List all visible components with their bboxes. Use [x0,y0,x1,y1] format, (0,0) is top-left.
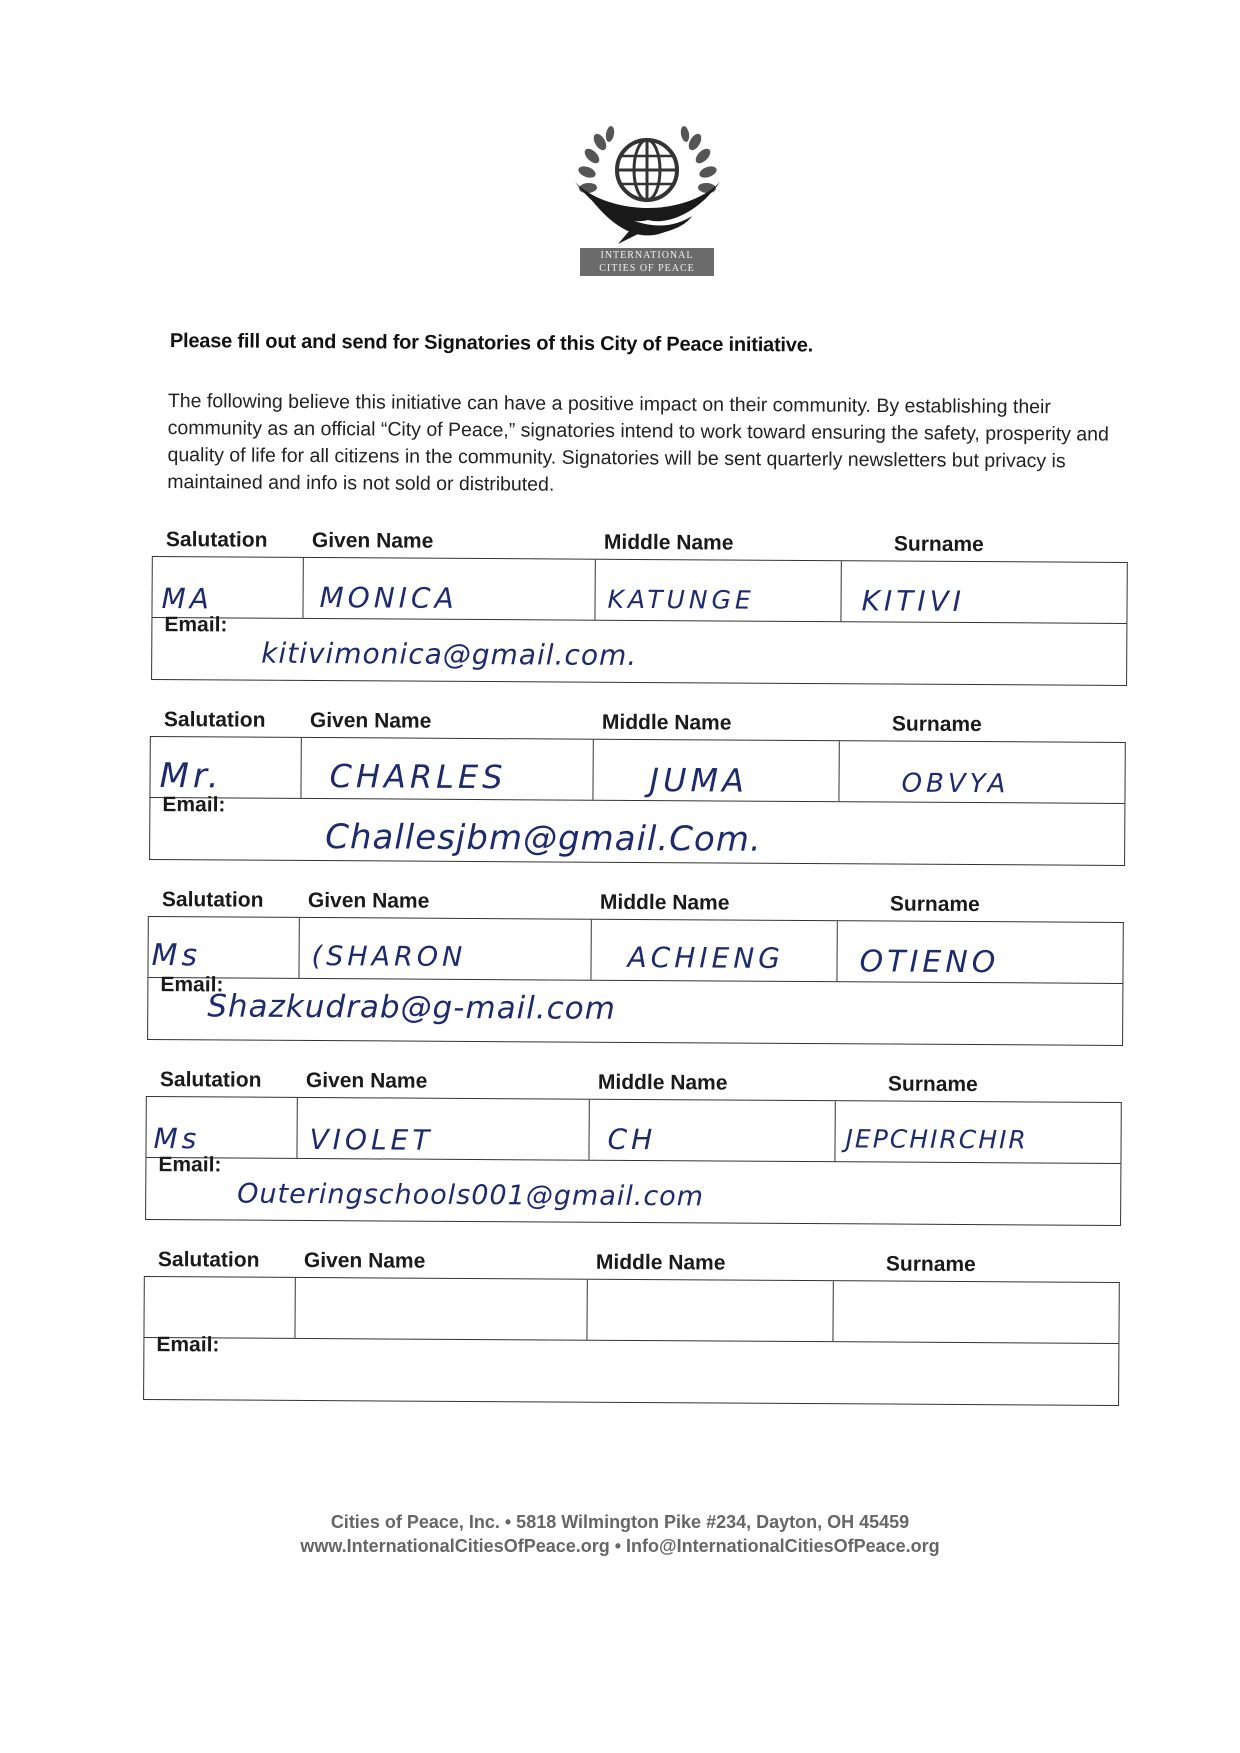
column-divider [836,921,837,981]
email-field[interactable]: kitivimonica@gmail.com. [261,636,638,672]
surname-field[interactable]: KITIVI [861,584,966,618]
email-field[interactable]: Shazkudrab@g-mail.com [207,988,617,1027]
surname-header: Surname [885,1252,976,1277]
surname-header: Surname [889,892,980,917]
email-label: Email: [162,793,226,817]
given-name-header: Given Name [307,888,430,913]
given-name-header: Given Name [303,1248,426,1273]
column-divider [586,1280,587,1340]
middle-name-header: Middle Name [603,530,734,555]
middle-name-field[interactable]: CH [607,1122,657,1157]
column-divider [302,558,303,618]
name-row [144,1277,1118,1344]
given-name-header: Given Name [311,528,434,553]
middle-name-header: Middle Name [597,1070,728,1095]
entry-grid [147,916,1124,1046]
entry-grid [143,1276,1120,1406]
footer-contact: www.InternationalCitiesOfPeace.org • Info@InternationalCitiesOfPeace.org [300,1536,940,1556]
salutation-field[interactable]: Ms [151,938,202,974]
signatory-entry-4 [145,1068,1240,1246]
signatory-entry-3 [147,888,1240,1066]
signatory-entry-5 [143,1248,1240,1426]
middle-name-header: Middle Name [595,1250,726,1275]
column-divider [590,920,591,980]
middle-name-field[interactable]: JUMA [649,761,749,800]
surname-header: Surname [891,712,982,737]
salutation-header: Salutation [157,1248,260,1272]
middle-name-header: Middle Name [599,890,730,915]
column-divider [840,561,841,621]
logo-banner [580,248,714,276]
surname-field[interactable]: OTIENO [859,944,1000,981]
column-divider [834,1101,835,1161]
salutation-field[interactable]: MA [161,582,213,616]
email-label: Email: [164,613,228,637]
given-name-field[interactable]: (SHARON [311,941,467,973]
email-field[interactable]: Outeringschools001@gmail.com [237,1178,705,1213]
middle-name-field[interactable]: ACHIENG [627,940,785,975]
salutation-header: Salutation [161,888,264,912]
given-name-field[interactable]: MONICA [319,581,458,615]
footer-address: Cities of Peace, Inc. • 5818 Wilmington Pike #234, Dayton, OH 45459 [330,1512,910,1532]
given-name-header: Given Name [305,1068,428,1093]
given-name-field[interactable]: CHARLES [329,757,507,797]
page-title: Please fill out and send for Signatories of this City of Peace initiative. [169,330,814,357]
column-divider [838,741,839,801]
logo-line-2: CITIES OF PEACE [599,263,695,274]
salutation-header: Salutation [159,1068,262,1092]
salutation-field[interactable]: Mr. [159,756,223,797]
salutation-header: Salutation [165,528,268,552]
column-divider [300,738,301,798]
column-divider [592,740,593,800]
surname-header: Surname [893,532,984,557]
column-divider [294,1278,295,1338]
surname-field[interactable]: OBVYA [901,768,1010,800]
email-field[interactable]: Challesjbm@gmail.Com. [325,817,762,860]
intro-paragraph: The following believe this initiative can have a positive impact on their community. By establishing their community as an official “City of Peace,” signatories intend to work toward ensuring the safety, prosperity and quality of life for all citizens in the community. Signatories will be sent quarterly newsletters but privacy is maintained and info is not sold or distributed. [167,389,1109,496]
cities-of-peace-logo [570,120,725,280]
globe-dove-wreath-icon [570,120,725,250]
column-divider [594,560,595,620]
surname-field[interactable]: JEPCHIRCHIR [845,1124,1028,1155]
email-label: Email: [158,1153,222,1177]
column-divider [298,918,299,978]
logo-line-1: INTERNATIONAL [600,250,694,261]
email-label: Email: [156,1333,220,1357]
middle-name-field[interactable]: KATUNGE [607,584,755,615]
given-name-header: Given Name [309,708,432,733]
surname-header: Surname [887,1072,978,1097]
signatory-entry-1 [151,528,1240,706]
email-label: Email: [160,973,224,997]
salutation-field[interactable]: Ms [153,1122,201,1156]
given-name-field[interactable]: VIOLET [309,1123,434,1157]
column-divider [832,1281,833,1341]
column-divider [296,1098,297,1158]
signatory-entry-2 [149,708,1240,886]
salutation-header: Salutation [163,708,266,732]
column-divider [588,1100,589,1160]
middle-name-header: Middle Name [601,710,732,735]
